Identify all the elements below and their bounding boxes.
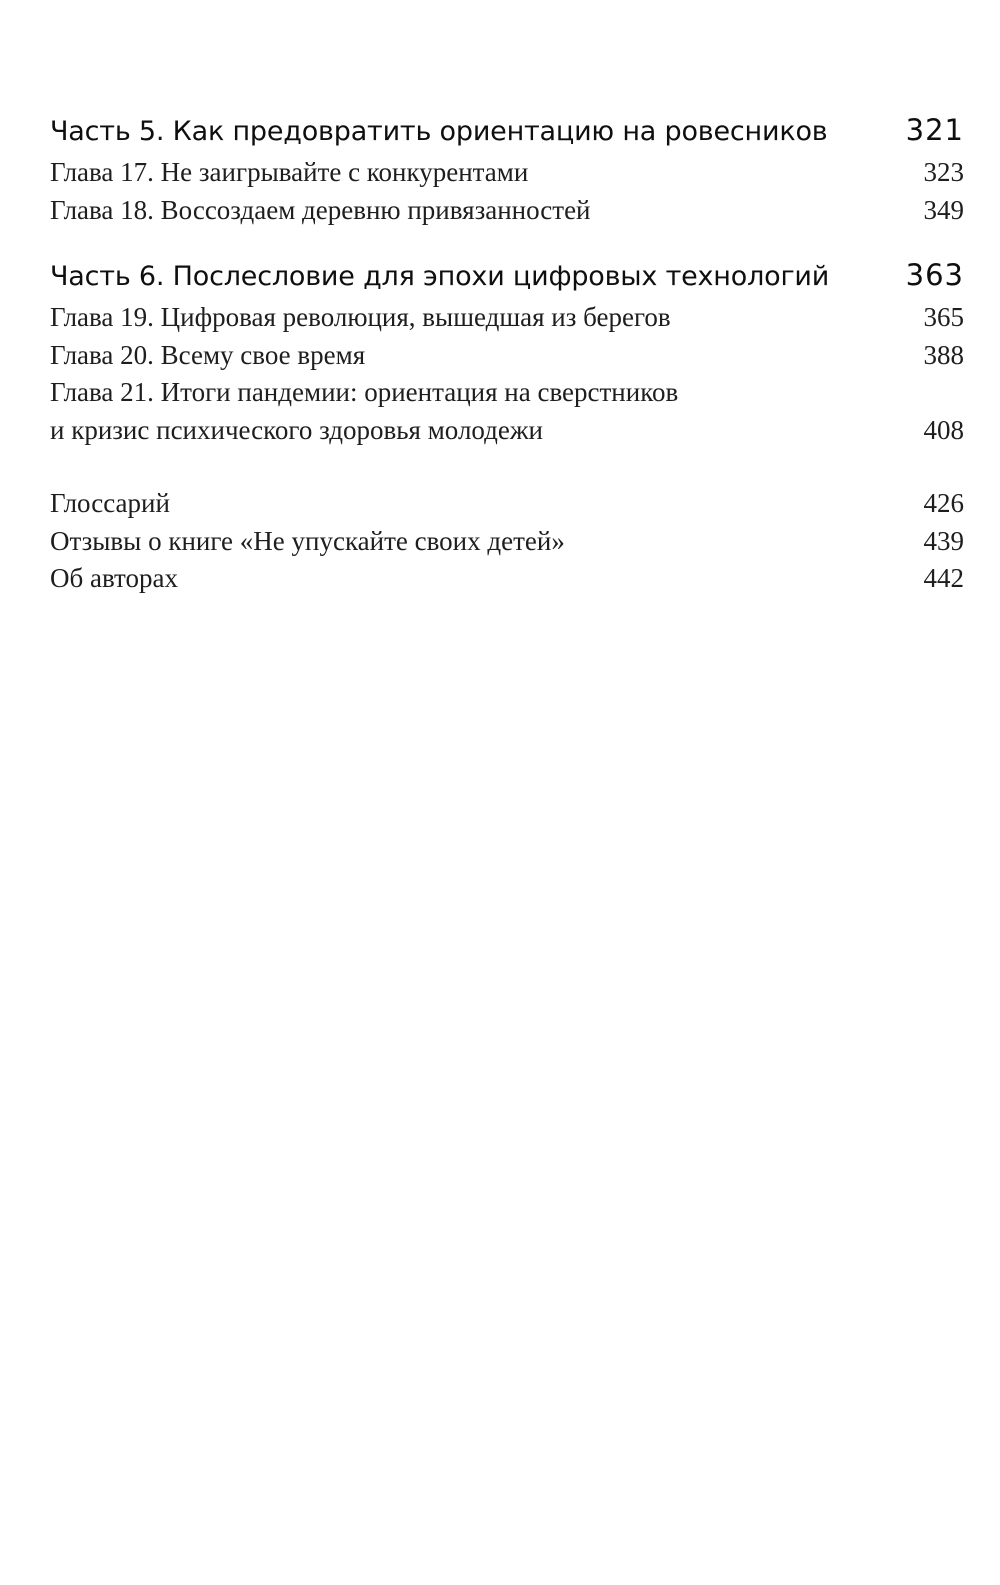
chapter-title: Глава 20. Всему свое время xyxy=(50,339,366,370)
part-5 xyxy=(50,108,964,229)
page-number: 321 xyxy=(905,113,964,147)
part-title: Часть 6. Послесловие для эпохи цифровых технологий xyxy=(50,261,830,292)
part-heading[interactable] xyxy=(50,108,964,154)
entry-title: Отзывы о книге «Не упускайте своих детей» xyxy=(50,525,565,556)
backmatter-entry[interactable] xyxy=(50,560,964,598)
table-of-contents xyxy=(50,108,964,598)
entry-title: Глоссарий xyxy=(50,488,170,518)
page-number: 426 xyxy=(923,488,964,518)
chapter-title: Глава 19. Цифровая революция, вышедшая из берегов xyxy=(50,302,671,332)
chapter-title: Глава 17. Не заигрывайте с конкурентами xyxy=(50,157,529,187)
page-number: 408 xyxy=(923,414,964,445)
chapter-title xyxy=(50,374,678,449)
page-number: 323 xyxy=(923,157,964,187)
page-number: 349 xyxy=(923,194,964,225)
chapter-entry[interactable] xyxy=(50,299,964,337)
backmatter-entry[interactable] xyxy=(50,523,964,561)
page-number: 388 xyxy=(923,339,964,370)
chapter-title-line: Глава 21. Итоги пандемии: ориентация на сверстников xyxy=(50,377,679,407)
entry-title: Об авторах xyxy=(50,563,178,593)
backmatter-entry[interactable] xyxy=(50,485,964,523)
part-6 xyxy=(50,253,964,449)
page-number: 442 xyxy=(923,563,964,593)
part-heading[interactable] xyxy=(50,253,964,299)
part-title: Часть 5. Как предовратить ориентацию на ровесников xyxy=(50,116,828,147)
chapter-entry[interactable] xyxy=(50,374,964,449)
chapter-entry[interactable] xyxy=(50,337,964,375)
chapter-entry[interactable] xyxy=(50,192,964,230)
page-number: 439 xyxy=(923,525,964,556)
chapter-title-line: и кризис психического здоровья молодежи xyxy=(50,414,543,445)
back-matter xyxy=(50,485,964,598)
page-number: 365 xyxy=(923,302,964,332)
page-number: 363 xyxy=(905,258,964,292)
chapter-entry[interactable] xyxy=(50,154,964,192)
chapter-title: Глава 18. Воссоздаем деревню привязанностей xyxy=(50,194,591,225)
